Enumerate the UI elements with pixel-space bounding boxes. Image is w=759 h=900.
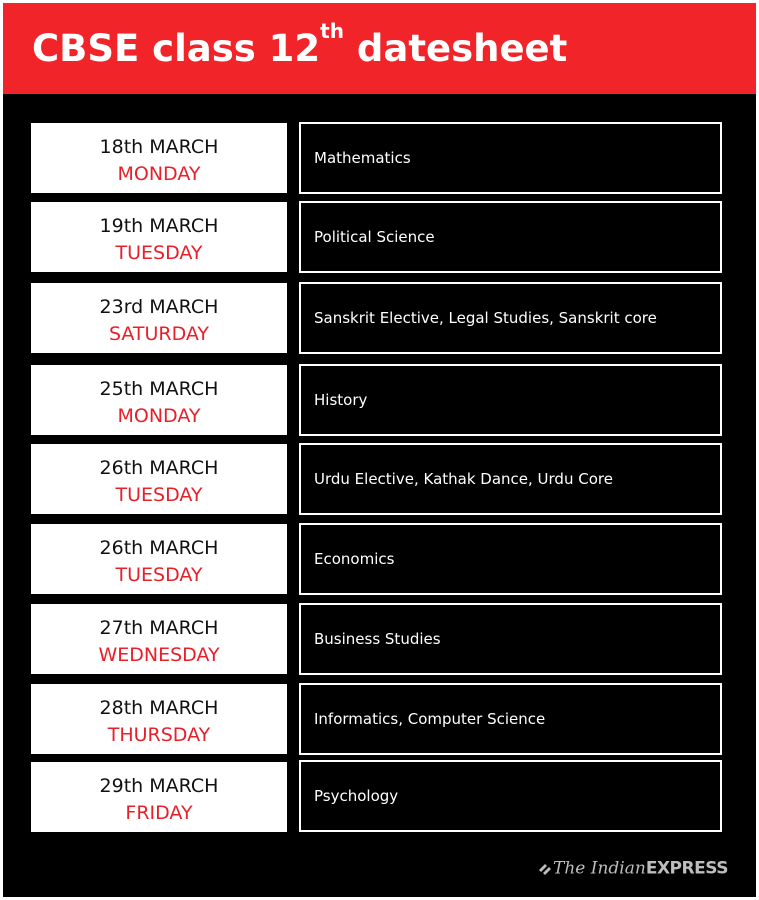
exam-day: THURSDAY	[107, 724, 211, 746]
exam-subject: Business Studies	[314, 630, 441, 648]
title-suffix: datesheet	[343, 27, 568, 70]
exam-subject: Urdu Elective, Kathak Dance, Urdu Core	[314, 470, 613, 488]
date-cell	[31, 524, 287, 594]
exam-subject: Psychology	[314, 787, 399, 805]
exam-subject: Sanskrit Elective, Legal Studies, Sanskrit core	[314, 309, 657, 327]
exam-day: MONDAY	[117, 405, 201, 427]
date-cell	[31, 202, 287, 272]
subject-cell	[299, 683, 722, 755]
date-cell	[31, 444, 287, 514]
subject-cell	[299, 603, 722, 675]
date-cell	[31, 604, 287, 674]
exam-day: TUESDAY	[115, 242, 203, 264]
brand-logo	[537, 858, 728, 880]
exam-date: 27th MARCH	[99, 617, 219, 639]
exam-day: MONDAY	[117, 163, 201, 185]
exam-subject: Economics	[314, 550, 395, 568]
subject-cell	[299, 201, 722, 273]
exam-date: 18th MARCH	[99, 136, 219, 158]
exam-day: FRIDAY	[125, 802, 193, 824]
exam-date: 25th MARCH	[99, 378, 219, 400]
exam-day: TUESDAY	[115, 564, 203, 586]
exam-date: 23rd MARCH	[99, 296, 219, 318]
brand-name: The Indian	[553, 858, 646, 879]
exam-subject: History	[314, 391, 368, 409]
date-cell	[31, 684, 287, 754]
exam-date: 26th MARCH	[99, 537, 219, 559]
subject-cell	[299, 760, 722, 832]
exam-subject: Informatics, Computer Science	[314, 710, 546, 728]
exam-date: 29th MARCH	[99, 775, 219, 797]
exam-date: 28th MARCH	[99, 697, 219, 719]
title-superscript: th	[320, 19, 344, 43]
exam-date: 26th MARCH	[99, 457, 219, 479]
subject-cell	[299, 282, 722, 354]
title-main: CBSE class 12	[32, 27, 321, 70]
date-cell	[31, 365, 287, 435]
subject-cell	[299, 364, 722, 436]
subject-cell	[299, 523, 722, 595]
date-cell	[31, 283, 287, 353]
page-title	[32, 19, 568, 73]
date-cell	[31, 123, 287, 193]
exam-subject: Political Science	[314, 228, 435, 246]
header-banner	[3, 3, 756, 94]
indian-express-logo-icon	[537, 861, 553, 877]
exam-subject: Mathematics	[314, 149, 411, 167]
subject-cell	[299, 122, 722, 194]
brand-express: EXPRESS	[645, 858, 728, 879]
exam-day: SATURDAY	[108, 323, 210, 345]
subject-cell	[299, 443, 722, 515]
exam-day: TUESDAY	[115, 484, 203, 506]
exam-date: 19th MARCH	[99, 215, 219, 237]
exam-day: WEDNESDAY	[98, 644, 220, 666]
date-cell	[31, 762, 287, 832]
